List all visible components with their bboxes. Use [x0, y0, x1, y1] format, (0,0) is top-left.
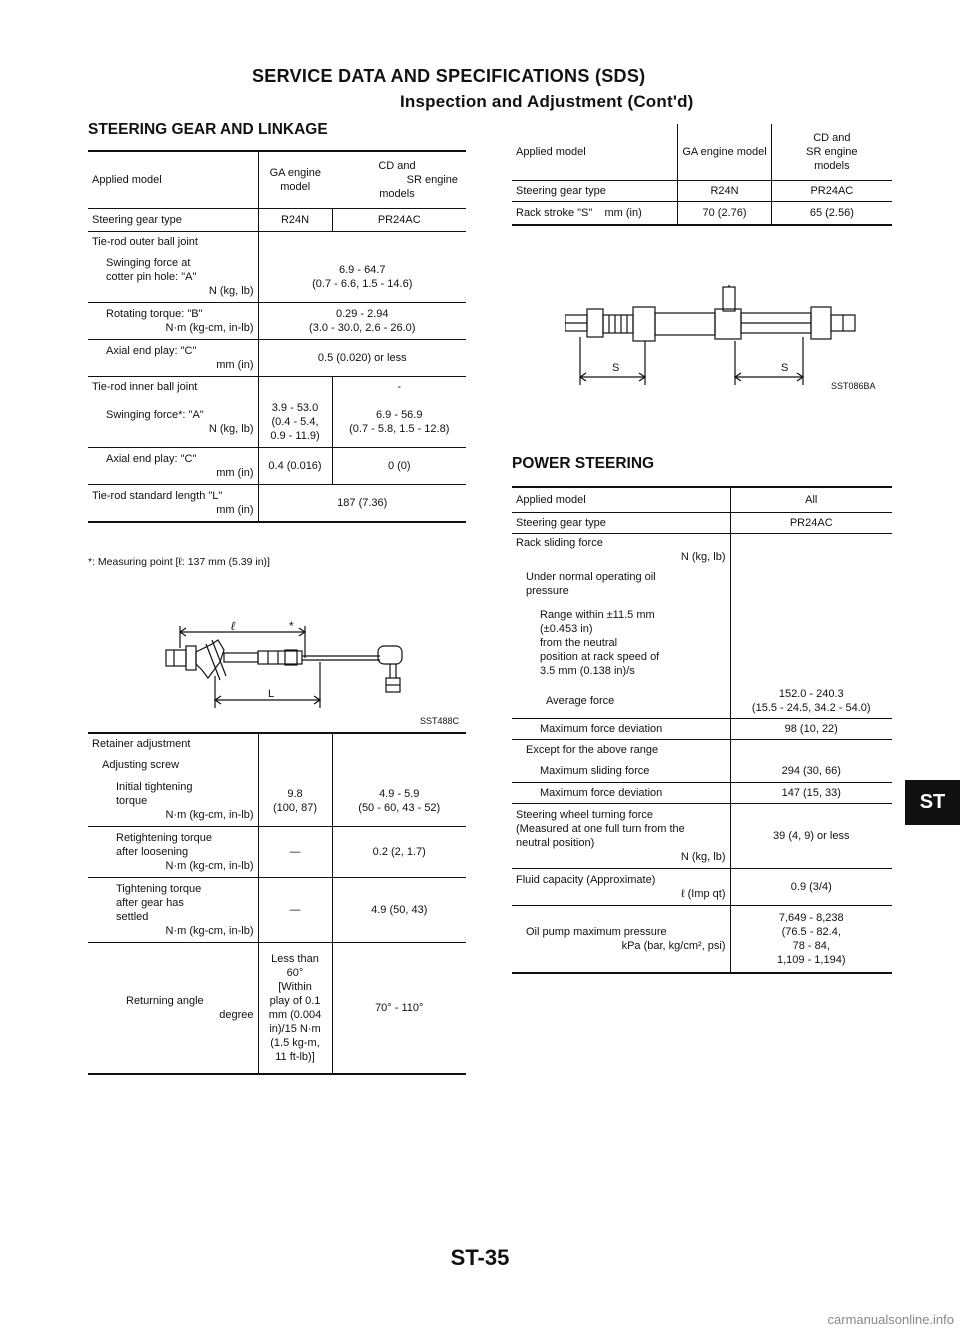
- average-force-label: Average force: [546, 695, 615, 707]
- page-number: ST-35: [450, 1245, 510, 1270]
- std-length-value: 187 (7.36): [258, 485, 466, 523]
- gear-linkage-table: [88, 150, 466, 523]
- inner-dash: -: [332, 377, 466, 398]
- axial-play-outer-label: Axial end play: "C" mm (in): [106, 345, 254, 371]
- page-title: SERVICE DATA AND SPECIFICATIONS (SDS): [252, 66, 646, 86]
- figure2-label-s1: S: [612, 362, 620, 374]
- ga-engine-model-label: GA engine model: [258, 151, 332, 209]
- initial-tightening-cd: 4.9 - 5.9 (50 - 60, 43 - 52): [332, 776, 466, 827]
- max-sliding-force-value: 294 (30, 66): [730, 760, 892, 783]
- rack-stroke-label: Rack stroke "S" mm (in): [516, 207, 642, 219]
- ps-applied-value: All: [730, 487, 892, 513]
- rack-sliding-force-label: Rack sliding force N (kg, lb): [516, 537, 726, 563]
- figure2-code: SST086BA: [831, 381, 876, 391]
- max-force-dev2-label: Maximum force deviation: [540, 787, 663, 799]
- rack-cd-sr-label: CD and SR engine models: [771, 124, 892, 181]
- rack-gear-type-cd: PR24AC: [771, 181, 892, 202]
- figure2-label-s2: S: [781, 362, 789, 374]
- returning-angle-cd: 70° - 110°: [332, 943, 466, 1075]
- tightening-settled-ga: —: [258, 878, 332, 943]
- figure1-label-l: ℓ: [231, 619, 235, 633]
- initial-tightening-ga: 9.8 (100, 87): [258, 776, 332, 827]
- axial-play-inner-ga: 0.4 (0.016): [258, 448, 332, 485]
- rotating-torque-label: Rotating torque: "B" N·m (kg-cm, in-lb): [106, 308, 254, 334]
- under-normal-label: Under normal operating oil pressure: [526, 571, 656, 597]
- retainer-adjustment-label: Retainer adjustment: [92, 738, 191, 750]
- except-above-label: Except for the above range: [526, 744, 659, 756]
- retightening-label: Retightening torque after loosening N·m (kg-cm, in-lb): [116, 832, 254, 872]
- section-title-gear-linkage: STEERING GEAR AND LINKAGE: [88, 121, 328, 138]
- applied-model-label: Applied model: [92, 174, 162, 186]
- tightening-settled-cd: 4.9 (50, 43): [332, 878, 466, 943]
- gear-type-label: Steering gear type: [92, 214, 182, 226]
- tightening-settled-label: Tightening torque after gear has settled N·m (kg-cm, in-lb): [116, 883, 254, 937]
- axial-play-outer-value: 0.5 (0.020) or less: [258, 340, 466, 377]
- max-force-dev-value: 98 (10, 22): [730, 719, 892, 740]
- power-steering-table: [512, 486, 892, 974]
- rack-ga-engine-label: GA engine model: [678, 124, 771, 181]
- swinging-inner-ga: 3.9 - 53.0 (0.4 - 5.4, 0.9 - 11.9): [258, 397, 332, 448]
- figure1-label-star: *: [289, 619, 294, 633]
- max-force-dev-label: Maximum force deviation: [540, 723, 663, 735]
- footnote: *: Measuring point [ℓ: 137 mm (5.39 in)]: [88, 556, 270, 568]
- rack-gear-type-ga: R24N: [678, 181, 771, 202]
- axial-play-inner-label: Axial end play: "C" mm (in): [106, 453, 254, 479]
- watermark-text: carmanualsonline.info: [827, 1312, 954, 1327]
- rack-stroke-cd: 65 (2.56): [771, 202, 892, 226]
- ps-gear-type-value: PR24AC: [730, 513, 892, 534]
- rack-applied-model-label: Applied model: [516, 146, 586, 158]
- figure1-code: SST488C: [420, 716, 460, 726]
- oil-pump-label: Oil pump maximum pressure kPa (bar, kg/cm², psi): [526, 926, 726, 952]
- cd-sr-models-label: CD and SR engine models: [378, 160, 458, 200]
- page-subtitle: Inspection and Adjustment (Cont'd): [400, 92, 694, 111]
- swinging-inner-cd: 6.9 - 56.9 (0.7 - 5.8, 1.5 - 12.8): [332, 397, 466, 448]
- wheel-turning-label: Steering wheel turning force (Measured at one full turn from the neutral position) N (kg, lb): [516, 809, 726, 863]
- range-within-label: Range within ±11.5 mm (±0.453 in) from the neutral position at rack speed of 3.5 mm (0.138 in)/s: [540, 609, 660, 677]
- swinging-inner-label: Swinging force*: "A" N (kg, lb): [106, 409, 254, 435]
- wheel-turning-value: 39 (4, 9) or less: [730, 804, 892, 869]
- max-force-dev2-value: 147 (15, 33): [730, 783, 892, 804]
- returning-angle-label: Returning angle degree: [126, 995, 254, 1021]
- adjusting-screw-label: Adjusting screw: [102, 759, 180, 771]
- std-length-label: Tie-rod standard length "L" mm (in): [92, 490, 254, 516]
- fluid-capacity-value: 0.9 (3/4): [730, 869, 892, 906]
- rotating-torque-value: 0.29 - 2.94 (3.0 - 30.0, 2.6 - 26.0): [258, 303, 466, 340]
- ps-applied-model-label: Applied model: [516, 494, 586, 506]
- tie-rod-inner-label: Tie-rod inner ball joint: [92, 381, 198, 393]
- initial-tightening-label: Initial tightening torque N·m (kg-cm, in-lb): [116, 781, 254, 821]
- swinging-force-value: 6.9 - 64.7 (0.7 - 6.6, 1.5 - 14.6): [258, 252, 466, 303]
- axial-play-inner-cd: 0 (0): [332, 448, 466, 485]
- gear-type-cd: PR24AC: [332, 209, 466, 232]
- tie-rod-outer-label: Tie-rod outer ball joint: [92, 236, 198, 248]
- rack-gear-type-label: Steering gear type: [516, 185, 606, 197]
- figure1-label-L: L: [268, 688, 275, 700]
- retainer-table: [88, 732, 466, 1075]
- average-force-value: 152.0 - 240.3 (15.5 - 24.5, 34.2 - 54.0): [730, 684, 892, 719]
- gear-type-ga: R24N: [258, 209, 332, 232]
- retightening-cd: 0.2 (2, 1.7): [332, 827, 466, 878]
- max-sliding-force-label: Maximum sliding force: [540, 765, 650, 777]
- retightening-ga: —: [258, 827, 332, 878]
- steering-gear-figure: [565, 285, 865, 395]
- section-tab-st: ST: [905, 780, 960, 825]
- rack-stroke-table: [512, 124, 892, 226]
- rack-stroke-ga: 70 (2.76): [678, 202, 771, 226]
- oil-pump-value: 7,649 - 8,238 (76.5 - 82.4, 78 - 84, 1,109 - 1,194): [730, 906, 892, 974]
- ps-gear-type-label: Steering gear type: [516, 517, 606, 529]
- fluid-capacity-label: Fluid capacity (Approximate) ℓ (Imp qt): [516, 874, 726, 900]
- swinging-force-label: Swinging force at cotter pin hole: "A" N (kg, lb): [106, 257, 254, 297]
- section-title-power-steering: POWER STEERING: [512, 455, 655, 472]
- returning-angle-ga: Less than 60° [Within play of 0.1 mm (0.004 in)/15 N·m (1.5 kg-m, 11 ft-lb)]: [258, 943, 332, 1075]
